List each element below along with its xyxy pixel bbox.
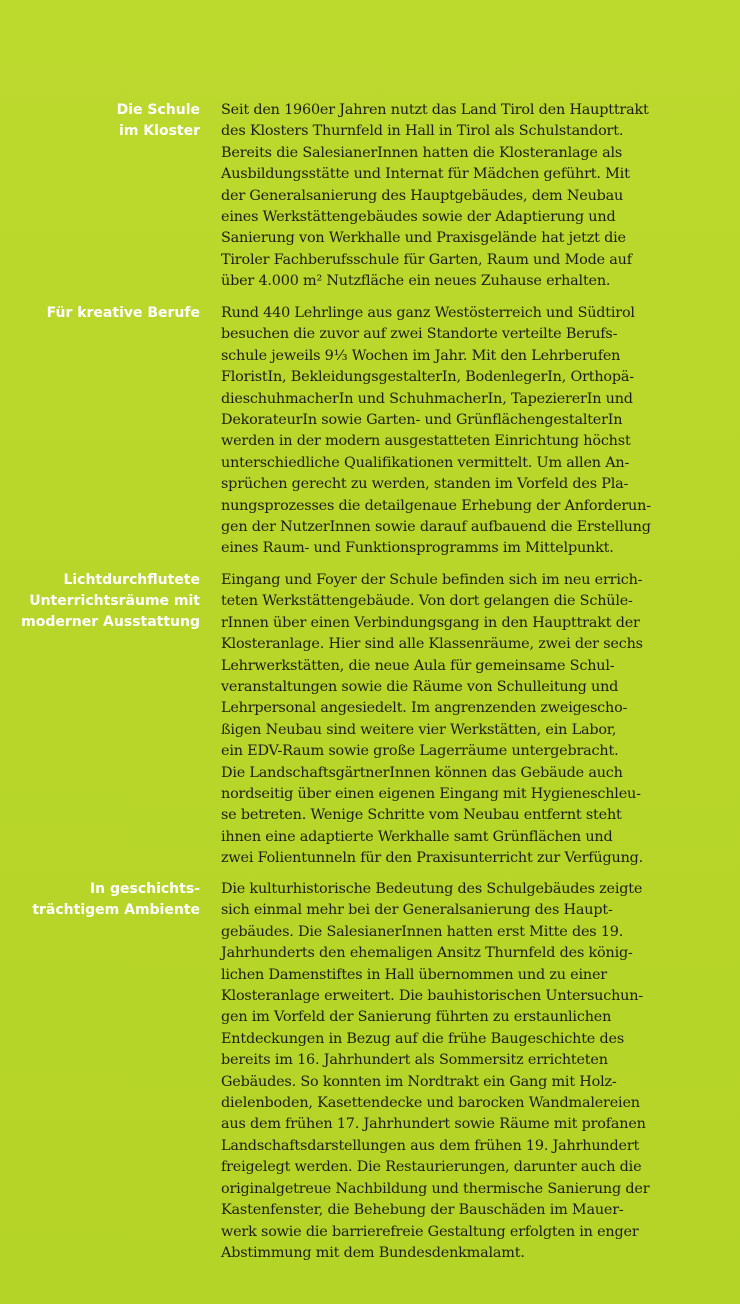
heading-line: trächtigem Ambiente	[32, 902, 200, 918]
body-line: ßigen Neubau sind weitere vier Werkstätten, ein Labor,	[221, 721, 617, 738]
body-line: Gebäudes. So konnten im Nordtrakt ein Gang mit Holz-	[221, 1073, 617, 1090]
body-line: ein EDV-Raum sowie große Lagerräume untergebracht.	[221, 743, 619, 760]
body-line: Lehrpersonal angesiedelt. Im angrenzenden zweigescho-	[221, 700, 628, 717]
body-line: eines Raum- und Funktionsprogramms im Mittelpunkt.	[221, 540, 614, 557]
body-line: veranstaltungen sowie die Räume von Schulleitung und	[221, 679, 619, 696]
body-line: werden in der modern ausgestatteten Einrichtung höchst	[221, 433, 631, 450]
body-line: teten Werkstättengebäude. Von dort gelangen die Schüle-	[221, 593, 633, 610]
section-body	[221, 303, 721, 560]
body-line: gen im Vorfeld der Sanierung führten zu erstaunlichen	[221, 1009, 612, 1026]
body-line: Die kulturhistorische Bedeutung des Schulgebäudes zeigte	[221, 881, 643, 897]
body-line: des Klosters Thurnfeld in Hall in Tirol als Schulstandort.	[221, 123, 624, 140]
body-line: Seit den 1960er Jahren nutzt das Land Tirol den Haupttrakt	[221, 102, 649, 118]
heading-line: In geschichts-	[89, 881, 200, 897]
body-line: Lehrwerkstätten, die neue Aula für gemeinsame Schul-	[221, 657, 615, 674]
body-line: DekorateurIn sowie Garten- und GrünflächengestalterIn	[221, 412, 623, 429]
body-line: Rund 440 Lehrlinge aus ganz Westösterreich und Südtirol	[221, 305, 635, 321]
body-line: dieschuhmacherIn und SchuhmacherIn, TapeziererIn und	[221, 390, 633, 407]
body-line: Tiroler Fachberufsschule für Garten, Raum und Mode auf	[221, 251, 632, 268]
body-line: sich einmal mehr bei der Generalsanierung des Haupt-	[221, 902, 613, 919]
section-heading	[20, 879, 200, 921]
section-body	[221, 570, 721, 870]
body-line: gen der NutzerInnen sowie darauf aufbauend die Erstellung	[221, 519, 651, 536]
heading-line: Die Schule	[116, 102, 200, 118]
body-line: der Generalsanierung des Hauptgebäudes, dem Neubau	[221, 187, 624, 204]
body-line: Jahrhunderts den ehemaligen Ansitz Thurnfeld des könig-	[221, 945, 633, 962]
body-line: Landschaftsdarstellungen aus dem frühen 19. Jahrhundert	[221, 1137, 640, 1154]
body-line: se betreten. Wenige Schritte vom Neubau entfernt steht	[221, 807, 622, 824]
body-line: originalgetreue Nachbildung und thermische Sanierung der	[221, 1180, 650, 1197]
body-line: besuchen die zuvor auf zwei Standorte verteilte Berufs-	[221, 326, 618, 343]
heading-line: im Kloster	[119, 123, 200, 139]
body-line: Klosteranlage erweitert. Die bauhistorischen Untersuchun-	[221, 988, 643, 1005]
body-line: werk sowie die barrierefreie Gestaltung erfolgten in enger	[221, 1223, 639, 1240]
body-line: Eingang und Foyer der Schule befinden sich im neu errich-	[221, 572, 643, 588]
body-line: eines Werkstättengebäudes sowie der Adaptierung und	[221, 209, 616, 226]
body-line: Ausbildungsstätte und Internat für Mädchen geführt. Mit	[221, 166, 630, 183]
body-line: unterschiedliche Qualifikationen vermittelt. Um allen An-	[221, 454, 630, 471]
body-line: nordseitig über einen eigenen Eingang mit Hygieneschleu-	[221, 786, 641, 803]
body-line: über 4.000 m² Nutzfläche ein neues Zuhause erhalten.	[221, 273, 611, 290]
body-line: lichen Damenstiftes in Hall übernommen und zu einer	[221, 966, 607, 983]
body-line: sprüchen gerecht zu werden, standen im Vorfeld des Pla-	[221, 476, 629, 493]
section-heading	[20, 100, 200, 142]
body-line: aus dem frühen 17. Jahrhundert sowie Räume mit profanen	[221, 1116, 646, 1133]
section-body	[221, 879, 721, 1264]
section-heading	[20, 303, 200, 324]
body-line: Abstimmung mit dem Bundesdenkmalamt.	[221, 1244, 525, 1261]
body-line: rInnen über einen Verbindungsgang in den Haupttrakt der	[221, 614, 640, 631]
body-line: Die LandschaftsgärtnerInnen können das Gebäude auch	[221, 764, 623, 781]
body-line: Sanierung von Werkhalle und Praxisgelände hat jetzt die	[221, 230, 626, 247]
heading-line: Unterrichtsräume mit	[29, 593, 200, 609]
body-line: Entdeckungen in Bezug auf die frühe Baugeschichte des	[221, 1030, 625, 1047]
heading-line: moderner Ausstattung	[21, 614, 200, 630]
body-line: dielenboden, Kasettendecke und barocken Wandmalereien	[221, 1095, 640, 1112]
body-line: Bereits die SalesianerInnen hatten die Klosteranlage als	[221, 144, 623, 161]
body-line: nungsprozesses die detailgenaue Erhebung der Anforderun-	[221, 497, 651, 514]
body-line: gebäudes. Die SalesianerInnen hatten erst Mitte des 19.	[221, 923, 624, 940]
section-body	[221, 100, 721, 293]
body-line: bereits im 16. Jahrhundert als Sommersitz errichteten	[221, 1052, 608, 1069]
body-line: FloristIn, BekleidungsgestalterIn, BodenlegerIn, Orthopä-	[221, 369, 634, 386]
body-line: zwei Folientunneln für den Praxisunterricht zur Verfügung.	[221, 850, 644, 867]
body-line: ihnen eine adaptierte Werkhalle samt Grünflächen und	[221, 828, 613, 845]
heading-line: Für kreative Berufe	[46, 305, 200, 321]
body-line: freigelegt werden. Die Restaurierungen, darunter auch die	[221, 1159, 642, 1176]
body-line: Kastenfenster, die Behebung der Bauschäden im Mauer-	[221, 1202, 624, 1219]
heading-line: Lichtdurchflutete	[63, 572, 200, 588]
body-line: Klosteranlage. Hier sind alle Klassenräume, zwei der sechs	[221, 636, 643, 653]
section-heading	[20, 570, 200, 633]
body-line: schule jeweils 9⅓ Wochen im Jahr. Mit den Lehrberufen	[221, 347, 621, 364]
